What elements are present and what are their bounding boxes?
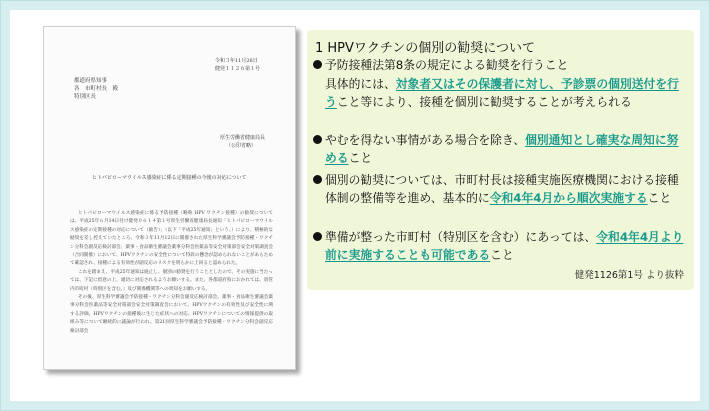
summary-item-text [325, 228, 685, 264]
summary-subtext [325, 75, 687, 111]
summary-heading: 1 HPVワクチンの個別の勧奨について [315, 41, 536, 56]
text-run: こと [490, 248, 514, 262]
text-run: 具体的には、 [325, 77, 396, 91]
doc-date: 令和３年11月26日 [215, 58, 258, 64]
addressee-line: 都道府県知事 [74, 78, 108, 84]
bullet-icon [313, 232, 322, 241]
summary-item [313, 228, 685, 264]
summary-item [313, 56, 685, 74]
summary-item-text: 予防接種法第8条の規定による勧奨を行うこと [325, 58, 569, 72]
summary-item [313, 171, 685, 207]
bullet-icon [313, 60, 322, 69]
bullet-icon [313, 135, 322, 144]
addressee-line: 各 市町村長 殿 [74, 86, 119, 92]
text-run: こと等により、接種を個別に勧奨することが考えられる [336, 95, 632, 109]
addressee-line: 特別区長 [74, 94, 97, 100]
doc-sender-seal: （公印省略） [226, 143, 257, 149]
emphasis-text: 令和4年4月から順次実施する [489, 191, 648, 205]
doc-subject: ヒトパピローマウイルス感染症に係る定期接種の今後の対応について [92, 175, 247, 181]
text-run: こと [647, 191, 672, 205]
source-note: 健発1126第1号 より抜粋 [574, 270, 684, 281]
text-run: やむを得ない事情がある場合を除き、 [325, 133, 526, 147]
notice-document-scan [43, 26, 296, 370]
text-run: 準備が整った市町村（特別区を含む）にあっては、 [325, 230, 597, 244]
summary-item-text [325, 131, 685, 167]
summary-item-text [325, 171, 685, 207]
content-area [10, 10, 700, 401]
doc-paragraph: その後、厚生科学審議会予防接種・ワクチン分科会副反応検討部会、薬事・食品衛生審議会薬事分科会医薬品等安全対策部会安全対策調査会において、HPVワクチンの有効性及び安全性に関する評価、HPVワクチンの接種後に生じた症状への対応、HPVワクチンについての情報提供の取組み等について継続的に議論が行われ、第21回厚生科学審議会予防接種・ワクチン分科会副反応検討部会 [70, 295, 273, 334]
text-run: こと [348, 151, 373, 165]
doc-body [70, 210, 273, 336]
doc-sender-org: 厚生労働省健康局長 [220, 135, 266, 141]
emphasis-text: 対象者又はその保護者に対し、予診票の個別送付を行う [325, 77, 679, 109]
text-run: 個別の勧奨については、市町村長は接種実施医療機関における接種体制の整備等を進め、基本的に [325, 173, 679, 205]
doc-paragraph: ヒトパピローマウイルス感染症に係る予防接種（略称 HPV ワクチン接種）の勧奨については、平成25年６月14日付け健発０６１４第１号厚生労働省健康局長通知「ヒトパピローマウイルス感染症の定期接種の対応について（勧告）」（以下「平成25年通知」という。）により、積極的な勧奨を差し控えていたところ、令和３年11月12日に開催された厚生科学審議会予防接種・ワクチン分科会副反応検討部会、薬事・食品衛生審議会薬事分科会医薬品等安全対策部会安全対策調査会（合同開催）において、HPVワクチンの安全性について特段の懸念が認められないことがあらためて確認され、接種による有効性が副反応のリスクを明らかに上回ると認められた。 [70, 211, 273, 267]
doc-number: 健発１１２６第１号 [215, 66, 261, 72]
summary-panel [307, 30, 694, 290]
bullet-icon [313, 175, 322, 184]
emphasis-text: 個別通知とし確実な周知に努める [325, 133, 679, 165]
doc-paragraph: これを踏まえ、平成25年通知は廃止し、個別の勧奨を行うこととしたので、その実施に当たっては、下記に留意の上、適切に対応されるようお願いする。また、各都道府県におかれては、貴管内市町村（特別区を含む。）及び関係機関等への周知をお願いする。 [70, 269, 273, 292]
summary-item [313, 131, 685, 167]
emphasis-text: 令和4年4月より前に実施することも可能である [325, 230, 684, 262]
doc-addressees [74, 77, 119, 117]
